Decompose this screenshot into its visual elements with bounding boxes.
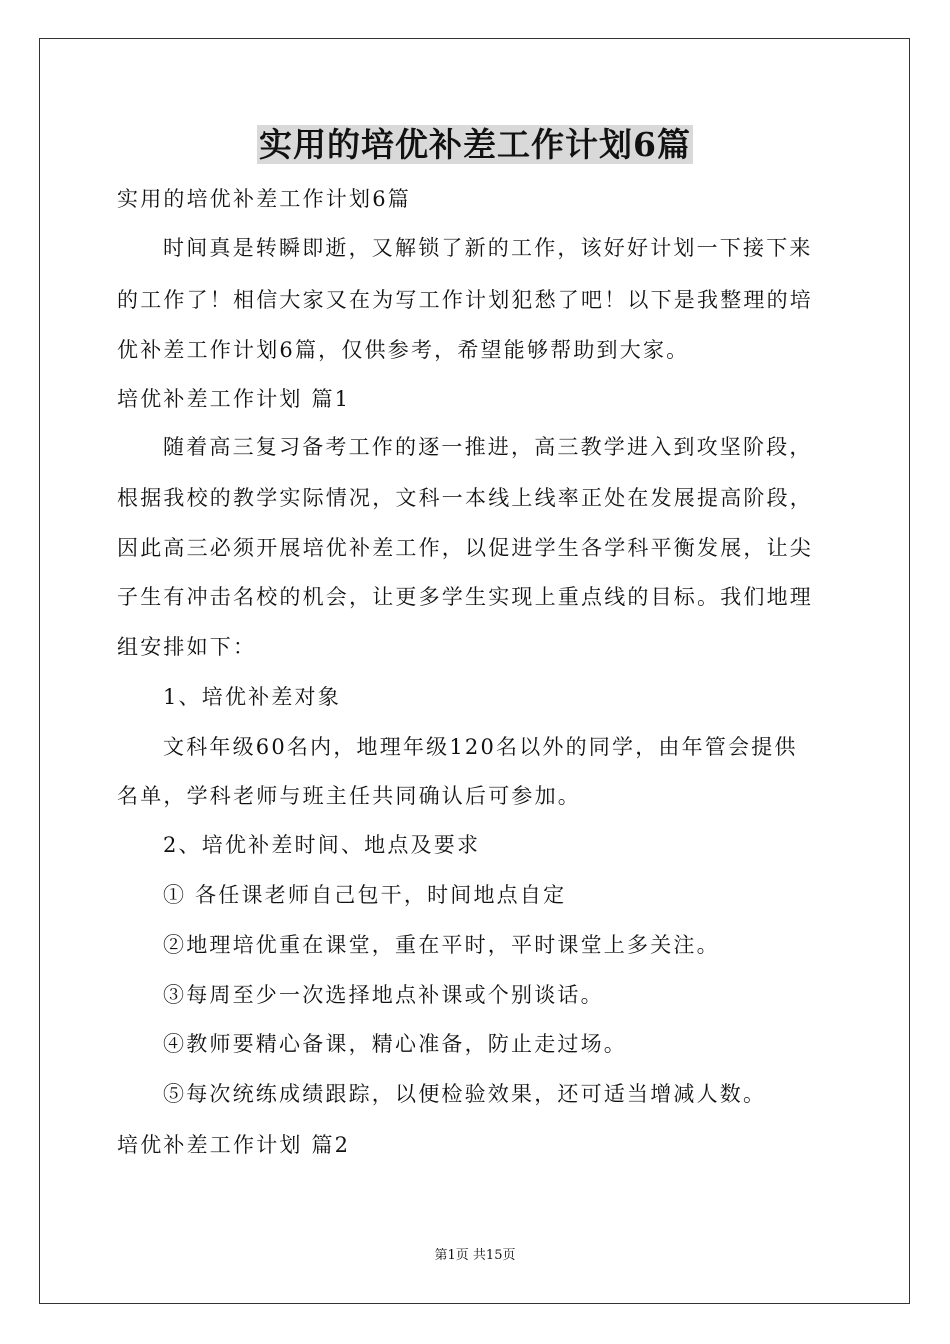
item2-heading: 2、培优补差时间、地点及要求	[163, 833, 481, 857]
item1-line-1: 文科年级60名内，地理年级120名以外的同学，由年管会提供	[163, 735, 798, 759]
intro-line-1: 时间真是转瞬即逝，又解锁了新的工作，该好好计划一下接下来	[163, 236, 813, 260]
intro-line-2: 的工作了！相信大家又在为写工作计划犯愁了吧！以下是我整理的培	[117, 288, 813, 312]
requirement-4: ④教师要精心备课，精心准备，防止走过场。	[163, 1032, 627, 1056]
page-footer: 第1页 共15页	[434, 1248, 516, 1263]
requirement-3: ③每周至少一次选择地点补课或个别谈话。	[163, 983, 604, 1007]
requirement-2: ②地理培优重在课堂，重在平时，平时课堂上多关注。	[163, 933, 720, 957]
item1-heading: 1、培优补差对象	[163, 685, 341, 709]
document-subtitle: 实用的培优补差工作计划6篇	[117, 187, 411, 211]
page-border	[39, 38, 910, 1304]
section1-heading: 培优补差工作计划 篇1	[117, 387, 351, 411]
intro-line-3: 优补差工作计划6篇，仅供参考，希望能够帮助到大家。	[117, 338, 690, 362]
section1-line-2: 根据我校的教学实际情况，文科一本线上线率正处在发展提高阶段，	[117, 486, 813, 510]
item1-line-2: 名单，学科老师与班主任共同确认后可参加。	[117, 784, 581, 808]
requirement-1: ① 各任课老师自己包干，时间地点自定	[163, 883, 567, 907]
section1-line-4: 子生有冲击名校的机会，让更多学生实现上重点线的目标。我们地理	[117, 585, 813, 609]
document-title-text: 实用的培优补差工作计划6篇	[259, 125, 691, 164]
section2-heading: 培优补差工作计划 篇2	[117, 1133, 351, 1157]
document-title	[0, 122, 950, 168]
section1-line-1: 随着高三复习备考工作的逐一推进，高三教学进入到攻坚阶段，	[163, 435, 813, 459]
requirement-5: ⑤每次统练成绩跟踪，以便检验效果，还可适当增减人数。	[163, 1082, 767, 1106]
section1-line-3: 因此高三必须开展培优补差工作，以促进学生各学科平衡发展，让尖	[117, 536, 813, 560]
section1-line-5: 组安排如下：	[117, 635, 257, 659]
